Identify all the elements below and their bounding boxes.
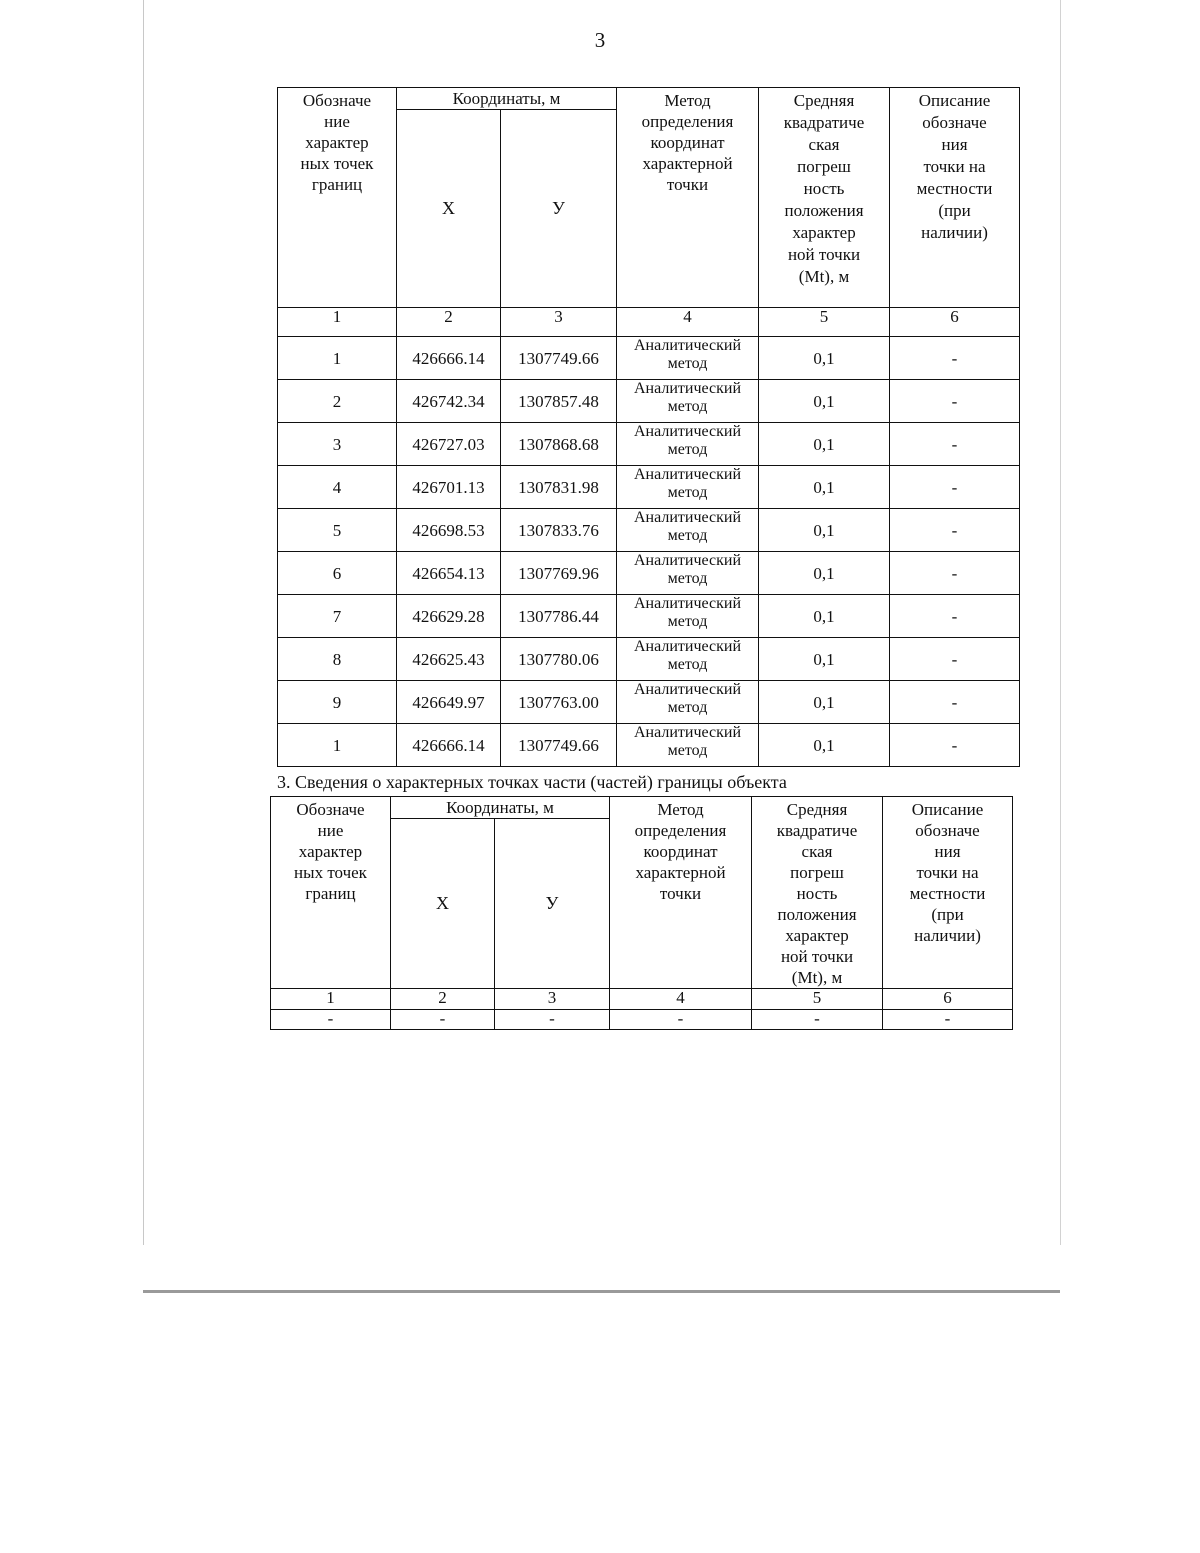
method-cell: Аналитический метод xyxy=(617,423,759,466)
x-cell: 426727.03 xyxy=(397,423,501,466)
header-y: У xyxy=(495,819,610,989)
part-boundary-points-table xyxy=(270,796,1013,1030)
point-cell: 6 xyxy=(278,552,397,595)
scan-border-left xyxy=(143,0,144,1245)
table-row xyxy=(278,380,1020,423)
point-cell: 9 xyxy=(278,681,397,724)
coordinates-table xyxy=(277,87,1020,767)
column-number: 3 xyxy=(495,989,610,1010)
description-cell: - xyxy=(890,337,1020,380)
y-cell: 1307780.06 xyxy=(501,638,617,681)
x-cell: 426742.34 xyxy=(397,380,501,423)
table-row xyxy=(278,552,1020,595)
y-cell: 1307786.44 xyxy=(501,595,617,638)
y-cell: 1307749.66 xyxy=(501,337,617,380)
point-cell: 1 xyxy=(278,724,397,767)
description-cell: - xyxy=(890,380,1020,423)
header-x: X xyxy=(397,110,501,308)
header-description: Описание обозначе ния точки на местности (при наличии) xyxy=(883,797,1013,989)
method-cell: Аналитический метод xyxy=(617,724,759,767)
mt-cell: 0,1 xyxy=(759,724,890,767)
column-number: 4 xyxy=(617,308,759,337)
header-coordinates: Координаты, м xyxy=(391,797,610,819)
y-cell: 1307833.76 xyxy=(501,509,617,552)
x-cell: 426698.53 xyxy=(397,509,501,552)
header-point-designation: Обозначе ние характер ных точек границ xyxy=(271,797,391,989)
description-cell: - xyxy=(890,681,1020,724)
y-cell: 1307769.96 xyxy=(501,552,617,595)
column-number: 2 xyxy=(397,308,501,337)
mt-cell: 0,1 xyxy=(759,509,890,552)
description-cell: - xyxy=(890,423,1020,466)
x-cell: 426666.14 xyxy=(397,724,501,767)
column-number: 2 xyxy=(391,989,495,1010)
empty-cell: - xyxy=(271,1010,391,1030)
empty-cell: - xyxy=(495,1010,610,1030)
table-row xyxy=(278,509,1020,552)
description-cell: - xyxy=(890,552,1020,595)
column-number: 4 xyxy=(610,989,752,1010)
header-method: Метод определения координат характерной точки xyxy=(617,88,759,308)
column-number: 3 xyxy=(501,308,617,337)
mt-cell: 0,1 xyxy=(759,423,890,466)
header-y: У xyxy=(501,110,617,308)
method-cell: Аналитический метод xyxy=(617,337,759,380)
method-cell: Аналитический метод xyxy=(617,466,759,509)
header-point-designation: Обозначе ние характер ных точек границ xyxy=(278,88,397,308)
column-number: 1 xyxy=(271,989,391,1010)
empty-cell: - xyxy=(752,1010,883,1030)
mt-cell: 0,1 xyxy=(759,337,890,380)
mt-cell: 0,1 xyxy=(759,595,890,638)
column-number: 1 xyxy=(278,308,397,337)
mt-cell: 0,1 xyxy=(759,380,890,423)
x-cell: 426666.14 xyxy=(397,337,501,380)
column-number: 5 xyxy=(752,989,883,1010)
x-cell: 426654.13 xyxy=(397,552,501,595)
column-number: 6 xyxy=(883,989,1013,1010)
method-cell: Аналитический метод xyxy=(617,595,759,638)
table-row xyxy=(278,638,1020,681)
mt-cell: 0,1 xyxy=(759,466,890,509)
x-cell: 426701.13 xyxy=(397,466,501,509)
y-cell: 1307763.00 xyxy=(501,681,617,724)
table-row xyxy=(278,337,1020,380)
description-cell: - xyxy=(890,466,1020,509)
column-number: 6 xyxy=(890,308,1020,337)
method-cell: Аналитический метод xyxy=(617,638,759,681)
point-cell: 2 xyxy=(278,380,397,423)
x-cell: 426629.28 xyxy=(397,595,501,638)
description-cell: - xyxy=(890,724,1020,767)
y-cell: 1307857.48 xyxy=(501,380,617,423)
method-cell: Аналитический метод xyxy=(617,552,759,595)
point-cell: 1 xyxy=(278,337,397,380)
y-cell: 1307749.66 xyxy=(501,724,617,767)
point-cell: 3 xyxy=(278,423,397,466)
description-cell: - xyxy=(890,595,1020,638)
header-x: X xyxy=(391,819,495,989)
y-cell: 1307831.98 xyxy=(501,466,617,509)
y-cell: 1307868.68 xyxy=(501,423,617,466)
description-cell: - xyxy=(890,638,1020,681)
empty-cell: - xyxy=(391,1010,495,1030)
header-mean-square-error: Средняя квадратиче ская погреш ность положения характер ной точки (Mt), м xyxy=(759,88,890,308)
header-mean-square-error: Средняя квадратиче ская погреш ность положения характер ной точки (Mt), м xyxy=(752,797,883,989)
x-cell: 426625.43 xyxy=(397,638,501,681)
column-number: 5 xyxy=(759,308,890,337)
point-cell: 5 xyxy=(278,509,397,552)
point-cell: 4 xyxy=(278,466,397,509)
header-description: Описание обозначе ния точки на местности (при наличии) xyxy=(890,88,1020,308)
description-cell: - xyxy=(890,509,1020,552)
point-cell: 8 xyxy=(278,638,397,681)
table-row xyxy=(278,595,1020,638)
scan-border-right xyxy=(1060,0,1061,1245)
point-cell: 7 xyxy=(278,595,397,638)
mt-cell: 0,1 xyxy=(759,638,890,681)
mt-cell: 0,1 xyxy=(759,681,890,724)
table-row xyxy=(278,423,1020,466)
page-number: 3 xyxy=(594,28,606,52)
empty-cell: - xyxy=(883,1010,1013,1030)
table-row xyxy=(278,466,1020,509)
method-cell: Аналитический метод xyxy=(617,380,759,423)
table-row xyxy=(278,724,1020,767)
header-coordinates: Координаты, м xyxy=(397,88,617,110)
x-cell: 426649.97 xyxy=(397,681,501,724)
table-row xyxy=(278,681,1020,724)
method-cell: Аналитический метод xyxy=(617,681,759,724)
mt-cell: 0,1 xyxy=(759,552,890,595)
empty-cell: - xyxy=(610,1010,752,1030)
section-3-title: 3. Сведения о характерных точках части (частей) границы объекта xyxy=(277,772,787,792)
scan-border-bottom xyxy=(143,1290,1060,1293)
header-method: Метод определения координат характерной точки xyxy=(610,797,752,989)
method-cell: Аналитический метод xyxy=(617,509,759,552)
